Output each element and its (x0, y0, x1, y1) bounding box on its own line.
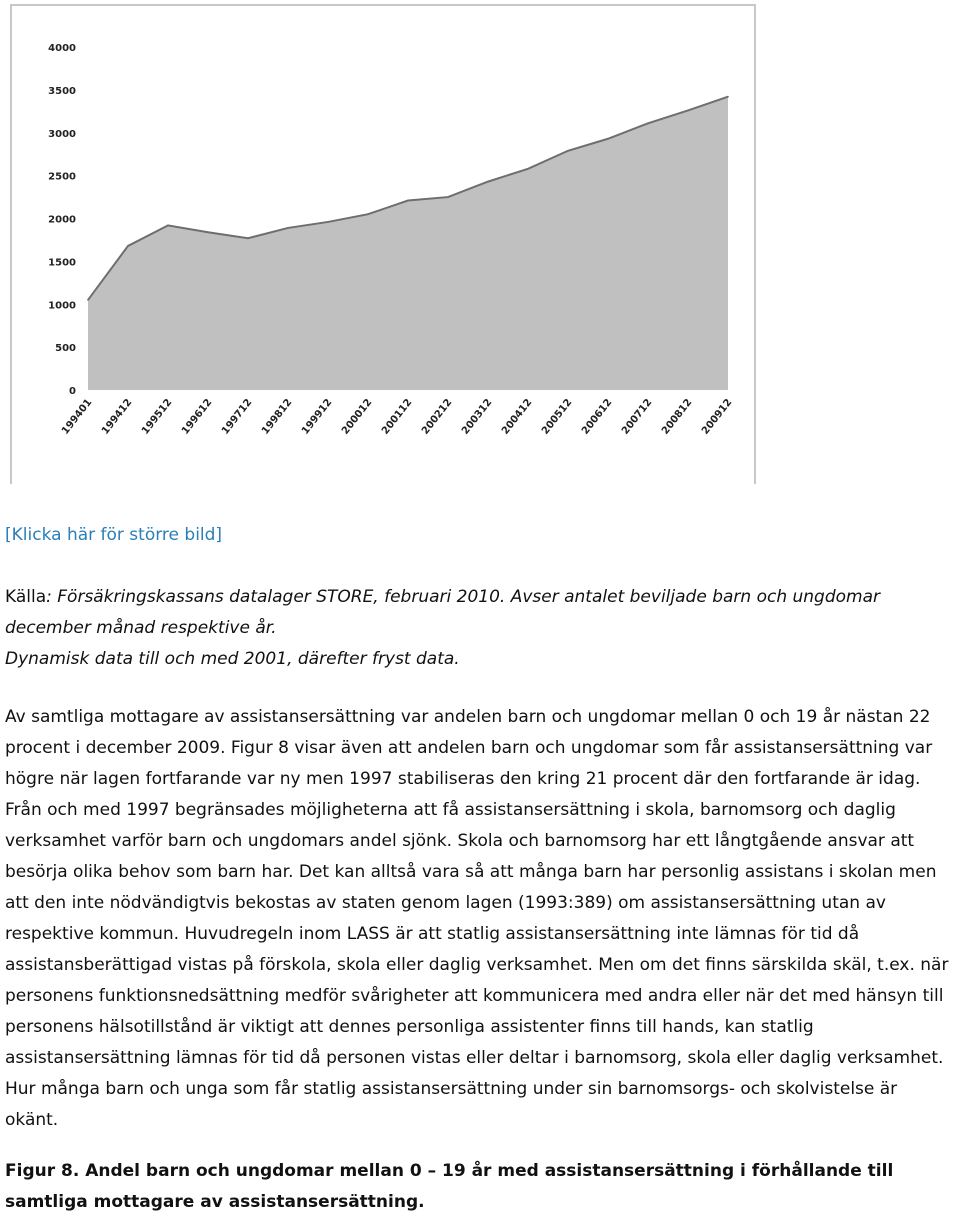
data-point (127, 245, 129, 247)
x-tick-label: 200212 (419, 397, 455, 437)
y-tick-label: 1000 (48, 300, 76, 312)
y-tick-label: 1500 (48, 257, 76, 269)
x-tick-label: 200712 (619, 397, 655, 437)
data-point (207, 231, 209, 233)
x-tick-label: 200012 (339, 397, 375, 437)
x-tick-label: 200612 (579, 397, 615, 437)
y-axis (48, 43, 76, 397)
x-tick-label: 199712 (219, 397, 255, 437)
x-tick-label: 199412 (99, 397, 135, 437)
source-label: Källa (5, 587, 47, 607)
data-point (527, 168, 529, 170)
area-chart (12, 6, 754, 484)
chart-frame (10, 4, 756, 484)
y-tick-label: 0 (69, 386, 76, 397)
data-point (167, 225, 169, 227)
x-tick-label: 199401 (59, 397, 95, 437)
data-point (447, 196, 449, 198)
enlarge-image-link[interactable]: [Klicka här för större bild] (5, 525, 223, 545)
y-tick-label: 2000 (48, 214, 76, 226)
data-point (607, 138, 609, 140)
x-tick-label: 199812 (259, 397, 295, 437)
data-point (727, 96, 729, 98)
data-point (647, 123, 649, 125)
data-point (327, 221, 329, 223)
y-tick-label: 3000 (48, 128, 76, 140)
x-axis (60, 397, 734, 437)
body-paragraph: Av samtliga mottagare av assistansersättning var andelen barn och ungdomar mellan 0 och 19 år nästan 22 procent i december 2009. Figur 8 visar även att andelen barn och ungdomar som får assistansersättning var högre när lagen fortfarande var ny men 1997 stabiliseras den kring 21 procent där den fortfarande är idag. Från och med 1997 begränsades möjligheterna att få assistansersättning i skola, barnomsorg och daglig verksamhet varför barn och ungdomars andel sjönk. Skola och barnomsorg har ett långtgående ansvar att besörja olika behov som barn har. Det kan alltså vara så att många barn har personlig assistans i skolan men att den inte nödvändigtvis bekostas av staten genom lagen (1993:389) om assistansersättning utan av respektive kommun. Huvudregeln inom LASS är att statlig assistansersättning inte lämnas för tid då assistansberättigad vistas på förskola, skola eller daglig verksamhet. Men om det finns särskilda skäl, t.ex. när personens funktionsnedsättning medför svårigheter att kommunicera med andra eller när det med hänsyn till personens hälsotillstånd är viktigt att dennes personliga assistenter finns till hands, kan statlig assistansersättning lämnas för tid då personen vistas eller deltar i barnomsorg, skola eller daglig verksamhet. Hur många barn och unga som får statlig assistansersättning under sin barnomsorgs- och skolvistelse är okänt. (5, 707, 949, 1130)
data-point (487, 181, 489, 183)
area-fill (88, 97, 728, 390)
data-point (367, 213, 369, 215)
x-tick-label: 200912 (699, 397, 735, 437)
figure-caption: Figur 8. Andel barn och ungdomar mellan 0 – 19 år med assistansersättning i förhållande till samtliga mottagare av assistansersättning. (5, 1161, 894, 1212)
area-series (87, 96, 729, 390)
source-note (5, 582, 955, 675)
data-point (687, 110, 689, 112)
data-point (407, 200, 409, 202)
source-text: : Försäkringskassans datalager STORE, februari 2010. Avser antalet beviljade barn och ungdomar december månad respektive år. (5, 587, 880, 638)
x-tick-label: 200412 (499, 397, 535, 437)
source-line2: Dynamisk data till och med 2001, därefter fryst data. (5, 649, 460, 669)
data-point (287, 227, 289, 229)
data-point (87, 299, 89, 301)
y-tick-label: 2500 (48, 171, 76, 183)
x-tick-label: 199612 (179, 397, 215, 437)
x-tick-label: 199512 (139, 397, 175, 437)
y-tick-label: 3500 (48, 85, 76, 97)
x-tick-label: 200112 (379, 397, 415, 437)
x-tick-label: 200812 (659, 397, 695, 437)
data-point (247, 237, 249, 239)
x-tick-label: 199912 (299, 397, 335, 437)
x-tick-label: 200312 (459, 397, 495, 437)
y-tick-label: 4000 (48, 43, 76, 54)
data-point (567, 150, 569, 152)
y-tick-label: 500 (55, 343, 76, 355)
x-tick-label: 200512 (539, 397, 575, 437)
